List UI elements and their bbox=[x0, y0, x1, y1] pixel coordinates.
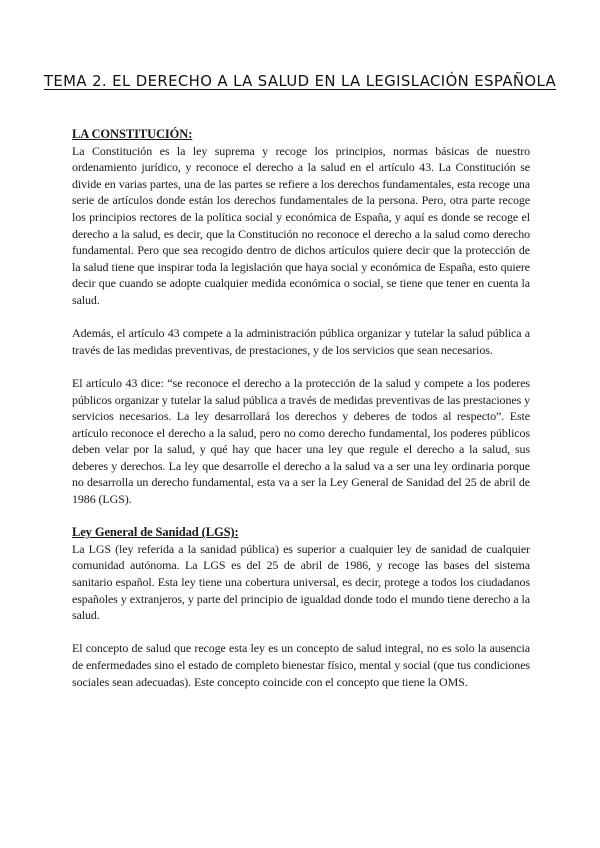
paragraph-spacer bbox=[72, 624, 530, 641]
paragraph: La Constitución es la ley suprema y recoge los principios, normas básicas de nuestro ordenamiento jurídico, y reconoce el derecho a la salud en el artículo 43. La Constitución se divide en varias partes, una de las partes se refiere a los derechos fundamentales, esta recoge una serie de artículos donde están los derechos fundamentales de la persona. Pero, otra parte recoge los principios rectores de la política social y económica de España, y aquí es donde se recoge el derecho a la salud, es decir, que la Constitución no reconoce el derecho a la salud como derecho fundamental. Pero que sea recogido dentro de dichos artículos quiere decir que la protección de la salud tiene que inspirar toda la legislación que haya social y económica de España, esto quiere decir que cuando se adopte cualquier medida económica o social, se tiene que tener en cuenta la salud. bbox=[72, 143, 530, 307]
section-lgs bbox=[72, 524, 530, 690]
section-heading: Ley General de Sanidad (LGS): bbox=[72, 525, 239, 540]
paragraph: El concepto de salud que recoge esta ley es un concepto de salud integral, no es solo la ausencia de enfermedades sino el estado de completo bienestar físico, mental y social (que tus condiciones sociales sean adecuadas). Este concepto coincide con el concepto que tiene la OMS. bbox=[72, 641, 530, 689]
paragraph-spacer bbox=[72, 309, 530, 326]
paragraph: La LGS (ley referida a la sanidad pública) es superior a cualquier ley de sanidad de cualquier comunidad autónoma. La LGS es del 25 de abril de 1986, y recoge las bases del sistema sanitario español. Esta ley tiene una cobertura universal, es decir, protege a todos los ciudadanos españoles y extranjeros, y parte del principio de igualdad donde todo el mundo tiene derecho a la salud. bbox=[72, 541, 530, 623]
page-title: TEMA 2. EL DERECHO A LA SALUD EN LA LEGISLACIÓN ESPAÑOLA bbox=[43, 72, 557, 90]
section-heading: LA CONSTITUCIÓN: bbox=[72, 127, 193, 141]
document-body bbox=[72, 126, 530, 690]
paragraph: Además, el artículo 43 compete a la administración pública organizar y tutelar la salud pública a través de las medidas preventivas, de prestaciones, y de los servicios que sean necesarios. bbox=[72, 326, 530, 357]
section-spacer bbox=[72, 508, 530, 525]
paragraph-spacer bbox=[72, 358, 530, 375]
section-constitucion bbox=[72, 126, 530, 508]
paragraph: El artículo 43 dice: “se reconoce el derecho a la protección de la salud y compete a los poderes públicos organizar y tutelar la salud pública a través de medidas preventivas de las prestaciones y servicios necesarios. La ley desarrollará los derechos y deberes de todos al respecto”. Este artículo reconoce el derecho a la salud, pero no como derecho fundamental, los poderes públicos deben velar por la salud, y qué hay que hacer una ley que regule el derecho a la salud, sus deberes y derechos. La ley que desarrolle el derecho a la salud va a ser una ley ordinaria porque no desarrolla un derecho fundamental, esta va a ser la Ley General de Sanidad del 25 de abril de 1986 (LGS). bbox=[72, 375, 530, 507]
